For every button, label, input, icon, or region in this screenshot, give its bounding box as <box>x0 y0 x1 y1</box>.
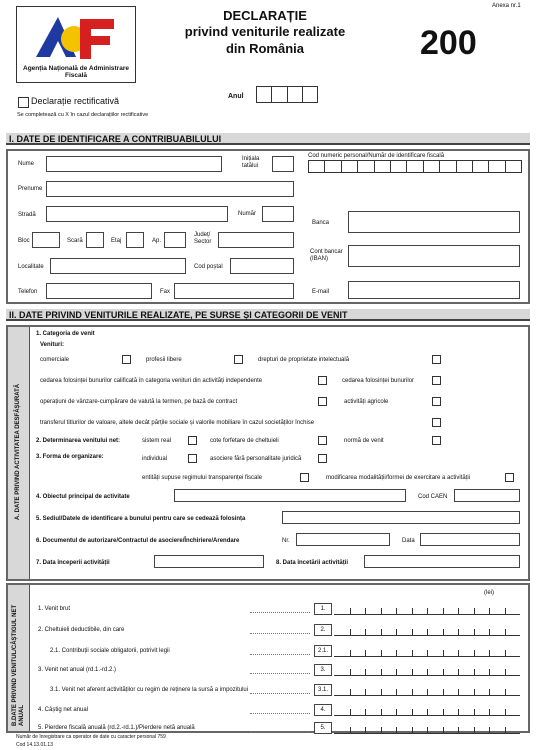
income-row-label: 3. Venit net anual (rd.1.-rd.2.) <box>38 667 117 673</box>
cnp-digit-cell[interactable] <box>440 161 456 172</box>
prenume-field[interactable] <box>46 181 294 197</box>
numar-field[interactable] <box>262 206 294 222</box>
amount-digit-separator <box>458 669 459 675</box>
title-line-1: DECLARAȚIE <box>223 8 307 23</box>
caen-label: Cod CAEN <box>418 494 448 500</box>
title-line-2: privind veniturile realizate <box>184 24 346 40</box>
amount-digit-separator <box>505 629 506 635</box>
cnp-digit-cell[interactable] <box>489 161 505 172</box>
nr-field[interactable] <box>296 533 390 546</box>
amount-digit-separator <box>474 709 475 715</box>
amount-digit-separator <box>350 727 351 733</box>
drepturi-label: drepturi de proprietate intelectuală <box>258 357 350 363</box>
year-label: Anul <box>228 93 244 100</box>
amount-digit-separator <box>474 608 475 614</box>
etaj-label: Etaj <box>111 238 122 244</box>
amount-digit-separator <box>365 669 366 675</box>
modificarea-label: modificarea modalității/formei de exercitare a activității <box>326 475 471 481</box>
amount-digit-separator <box>381 608 382 614</box>
banca-label: Banca <box>312 220 330 226</box>
cedarea-calif-checkbox[interactable] <box>318 376 327 385</box>
amount-digit-separator <box>489 669 490 675</box>
amount-digit-separator <box>443 689 444 695</box>
entitati-label: entități supuse regimului transparenței fiscale <box>142 475 263 481</box>
amount-digit-separator <box>443 709 444 715</box>
amount-digit-separator <box>365 689 366 695</box>
amount-digit-separator <box>443 629 444 635</box>
annex-label: Anexa nr.1 <box>492 3 521 9</box>
amount-digit-separator <box>458 608 459 614</box>
data-incetarii-field[interactable] <box>364 555 520 568</box>
year-input[interactable] <box>256 86 318 103</box>
amount-digit-separator <box>458 629 459 635</box>
amount-digit-separator <box>412 669 413 675</box>
amount-digit-separator <box>443 669 444 675</box>
cnp-digit-cell[interactable] <box>457 161 473 172</box>
amount-digit-separator <box>443 650 444 656</box>
registry-note: Număr de înregistrare ca operator de date cu caracter personal 759 <box>16 734 166 740</box>
amount-digit-separator <box>458 709 459 715</box>
amount-digit-separator <box>365 709 366 715</box>
cnp-digit-cell[interactable] <box>506 161 521 172</box>
comerciale-label: comerciale <box>40 357 70 363</box>
asociere-label: asociere fără personalitate juridică <box>210 456 302 462</box>
subsection-a-title: A. DATE PRIVIND ACTIVITATEA DESFĂȘURATĂ <box>15 383 21 520</box>
amount-digit-separator <box>412 650 413 656</box>
amount-digit-separator <box>427 727 428 733</box>
income-row-number: 5. <box>314 722 332 734</box>
obiect-label: 4. Obiectul principal de activitate <box>36 494 130 500</box>
transferul-checkbox[interactable] <box>432 418 441 427</box>
drepturi-checkbox[interactable] <box>432 355 441 364</box>
data-field[interactable] <box>420 533 520 546</box>
income-row-amount-field[interactable] <box>334 603 520 615</box>
email-label: E-mail <box>312 289 330 295</box>
norma-checkbox[interactable] <box>432 436 441 445</box>
scara-field[interactable] <box>86 232 104 248</box>
judet-field[interactable] <box>218 232 294 248</box>
cote-checkbox[interactable] <box>318 436 327 445</box>
amount-digit-separator <box>396 709 397 715</box>
amount-digit-separator <box>427 629 428 635</box>
obiect-field[interactable] <box>174 489 406 502</box>
data-inceperii-field[interactable] <box>154 555 264 568</box>
amount-digit-separator <box>381 689 382 695</box>
norma-label: normă de venit <box>344 438 384 444</box>
individual-checkbox[interactable] <box>188 454 197 463</box>
income-row-number: 3.1. <box>314 684 332 696</box>
cedarea-calif-label: cedarea folosinței bunurilor calificată în categoria venituri din activități independente <box>40 378 263 384</box>
amount-digit-separator <box>381 709 382 715</box>
transferul-label: transferul titlurilor de valoare, altele decât părțile sociale și valorile mobiliare în cazul societăților închise <box>40 420 315 426</box>
agricole-label: activități agricole <box>344 399 389 405</box>
data-inceperii-label: 7. Data începerii activității <box>36 560 110 566</box>
localitate-label: Localitate <box>18 264 44 270</box>
nr-label: Nr. <box>282 538 290 544</box>
amount-digit-separator <box>381 650 382 656</box>
income-row-amount-field[interactable] <box>334 722 520 734</box>
cnp-digit-cell[interactable] <box>342 161 358 172</box>
amount-digit-separator <box>396 608 397 614</box>
cont-label: Cont bancar (IBAN) <box>310 249 343 262</box>
amount-digit-separator <box>412 727 413 733</box>
fax-label: Fax <box>160 289 171 295</box>
telefon-label: Telefon <box>18 289 38 295</box>
agency-name: Agenția Națională de Administrare Fiscală <box>23 65 129 80</box>
ap-label: Ap. <box>152 238 162 244</box>
amount-digit-separator <box>505 727 506 733</box>
data-incetarii-label: 8. Data încetării activității <box>276 560 349 566</box>
document-title <box>150 8 380 57</box>
amount-digit-separator <box>458 689 459 695</box>
income-row-label: 1. Venit brut <box>38 606 71 612</box>
amount-digit-separator <box>505 650 506 656</box>
amount-digit-separator <box>427 650 428 656</box>
title-line-3: din România <box>225 40 304 56</box>
amount-digit-separator <box>474 727 475 733</box>
forma-label: 3. Forma de organizare: <box>36 454 104 460</box>
bloc-field[interactable] <box>32 232 60 248</box>
income-row-leader <box>250 633 310 634</box>
localitate-field[interactable] <box>50 258 186 274</box>
amount-digit-separator <box>489 689 490 695</box>
profesii-checkbox[interactable] <box>234 355 243 364</box>
sediul-label: 5. Sediul/Datele de identificare a bunului pentru care se cedează folosința <box>36 516 246 522</box>
cedarea-checkbox[interactable] <box>432 376 441 385</box>
form-number: 200 <box>420 24 477 62</box>
initiala-field[interactable] <box>272 156 294 172</box>
amount-digit-separator <box>505 689 506 695</box>
income-row-number: 2. <box>314 624 332 636</box>
income-row-leader <box>250 654 310 655</box>
income-row-label: 2. Cheltuieli deductibile, din care <box>38 627 125 633</box>
amount-digit-separator <box>396 669 397 675</box>
rectification-checkbox[interactable] <box>18 97 29 108</box>
agricole-checkbox[interactable] <box>432 397 441 406</box>
amount-digit-separator <box>365 608 366 614</box>
income-row-amount-field[interactable] <box>334 704 520 716</box>
amount-digit-separator <box>365 727 366 733</box>
amount-digit-separator <box>489 709 490 715</box>
amount-digit-separator <box>412 629 413 635</box>
income-row-leader <box>250 713 310 714</box>
amount-digit-separator <box>381 629 382 635</box>
amount-digit-separator <box>474 669 475 675</box>
amount-digit-separator <box>474 629 475 635</box>
ap-field[interactable] <box>164 232 186 248</box>
income-row-number: 3. <box>314 664 332 676</box>
modificarea-checkbox[interactable] <box>505 473 514 482</box>
sistem-real-checkbox[interactable] <box>188 436 197 445</box>
cnp-digit-cell[interactable] <box>407 161 423 172</box>
prenume-label: Prenume <box>18 186 43 192</box>
amount-digit-separator <box>396 629 397 635</box>
asociere-checkbox[interactable] <box>318 454 327 463</box>
amount-digit-separator <box>427 669 428 675</box>
comerciale-checkbox[interactable] <box>122 355 131 364</box>
income-row-leader <box>250 612 310 613</box>
section-2-header <box>6 309 530 321</box>
section-1-title: I. DATE DE IDENTIFICARE A CONTRIBUABILULUI <box>9 134 222 144</box>
agency-logo <box>16 6 136 83</box>
cnp-field[interactable] <box>308 160 522 173</box>
section-2-title: II. DATE PRIVIND VENITURILE REALIZATE, PE SURSE ȘI CATEGORII DE VENIT <box>9 310 348 320</box>
amount-digit-separator <box>443 727 444 733</box>
scara-label: Scară <box>67 238 83 244</box>
sistem-real-label: sistem real <box>142 438 172 444</box>
amount-digit-separator <box>489 650 490 656</box>
income-row-label: 2.1. Contribuții sociale obligatorii, potrivit legii <box>50 648 170 654</box>
amount-digit-separator <box>443 608 444 614</box>
cont-field[interactable] <box>348 245 520 267</box>
cod-postal-field[interactable] <box>230 258 294 274</box>
amount-digit-separator <box>505 669 506 675</box>
amount-digit-separator <box>396 727 397 733</box>
income-row-number: 1. <box>314 603 332 615</box>
cnp-label: Cod numeric personal/Număr de identificare fiscală <box>308 153 445 159</box>
entitati-checkbox[interactable] <box>300 473 309 482</box>
cnp-digit-cell[interactable] <box>473 161 489 172</box>
rectification-note: Se completează cu X în cazul declarațiilor rectificative <box>17 112 149 118</box>
amount-digit-separator <box>350 669 351 675</box>
amount-digit-separator <box>489 629 490 635</box>
amount-digit-separator <box>381 669 382 675</box>
telefon-field[interactable] <box>46 283 152 299</box>
profesii-label: profesii libere <box>146 357 182 363</box>
amount-digit-separator <box>427 608 428 614</box>
cnp-digit-cell[interactable] <box>325 161 341 172</box>
amount-digit-separator <box>489 727 490 733</box>
subsection-b-title: B.DATE PRIVIND VENITUL/CÂȘTIGUL NET ANUAL <box>12 604 26 726</box>
amount-digit-separator <box>505 608 506 614</box>
amount-digit-separator <box>365 629 366 635</box>
cedarea-label: cedarea folosinței bunurilor <box>342 378 415 384</box>
data-label: Data <box>402 538 415 544</box>
amount-digit-separator <box>381 727 382 733</box>
amount-digit-separator <box>427 709 428 715</box>
income-row-leader <box>250 693 310 694</box>
judet-label: Județ/ Sector <box>194 232 212 245</box>
form-code: Cod 14.13.01.13 <box>16 742 53 748</box>
cote-label: cote forfetare de cheltuieli <box>210 438 279 444</box>
amount-digit-separator <box>396 650 397 656</box>
cnp-digit-cell[interactable] <box>375 161 391 172</box>
amount-digit-separator <box>474 650 475 656</box>
amount-digit-separator <box>350 629 351 635</box>
initiala-label: Inițiala tatălui <box>242 156 260 169</box>
income-row-leader <box>250 673 310 674</box>
determinare-label: 2. Determinarea venitului net: <box>36 438 121 444</box>
agency-logo-icon <box>18 9 136 67</box>
cnp-digit-cell[interactable] <box>424 161 440 172</box>
amount-digit-separator <box>489 608 490 614</box>
fax-field[interactable] <box>174 283 294 299</box>
income-row-number: 4. <box>314 704 332 716</box>
numar-label: Număr <box>238 211 257 217</box>
strada-field[interactable] <box>46 206 228 222</box>
income-row-amount-field[interactable] <box>334 684 520 696</box>
nume-label: Nume <box>18 161 35 167</box>
amount-digit-separator <box>427 689 428 695</box>
amount-digit-separator <box>458 727 459 733</box>
income-row-label: 3.1. Venit net aferent activităților cu regim de reținere la sursă a impozitului <box>50 687 249 693</box>
lei-label: (lei) <box>484 590 494 596</box>
bloc-label: Bloc <box>18 238 30 244</box>
operatiuni-checkbox[interactable] <box>318 397 327 406</box>
amount-digit-separator <box>365 650 366 656</box>
cnp-digit-cell[interactable] <box>391 161 407 172</box>
income-row-label: 4. Câștig net anual <box>38 707 89 713</box>
nume-field[interactable] <box>46 156 222 172</box>
document-label: 6. Documentul de autorizare/Contractul de asociere/Închiriere/Arendare <box>36 538 240 544</box>
amount-digit-separator <box>350 608 351 614</box>
cod-postal-label: Cod poștal <box>194 264 223 270</box>
amount-digit-separator <box>396 689 397 695</box>
cat-title: 1. Categoria de venit <box>36 331 95 337</box>
income-row-number: 2.1. <box>314 645 332 657</box>
banca-field[interactable] <box>348 211 520 233</box>
individual-label: individual <box>142 456 168 462</box>
amount-digit-separator <box>458 650 459 656</box>
amount-digit-separator <box>474 689 475 695</box>
amount-digit-separator <box>412 689 413 695</box>
section-1-header <box>6 133 530 145</box>
email-field[interactable] <box>348 281 520 299</box>
income-row-label: 5. Pierdere fiscală anuală (rd.2.-rd.1.)/Pierdere netă anuală <box>38 725 195 731</box>
operatiuni-label: operațiuni de vânzare-cumpărare de valută la termen, pe bază de contract <box>40 399 238 405</box>
strada-label: Stradă <box>18 212 36 218</box>
amount-digit-separator <box>412 709 413 715</box>
amount-digit-separator <box>350 650 351 656</box>
cnp-digit-cell[interactable] <box>309 161 325 172</box>
income-row-amount-field[interactable] <box>334 645 520 657</box>
caen-field[interactable] <box>454 489 520 502</box>
income-row-amount-field[interactable] <box>334 624 520 636</box>
income-row-amount-field[interactable] <box>334 664 520 676</box>
amount-digit-separator <box>505 709 506 715</box>
cnp-digit-cell[interactable] <box>358 161 374 172</box>
amount-digit-separator <box>350 709 351 715</box>
sediul-field[interactable] <box>282 511 520 524</box>
rectification-label: Declarație rectificativă <box>31 96 120 106</box>
amount-digit-separator <box>412 608 413 614</box>
amount-digit-separator <box>350 689 351 695</box>
income-row-leader <box>250 731 310 732</box>
venituri-label: Venituri: <box>40 342 65 348</box>
etaj-field[interactable] <box>126 232 144 248</box>
